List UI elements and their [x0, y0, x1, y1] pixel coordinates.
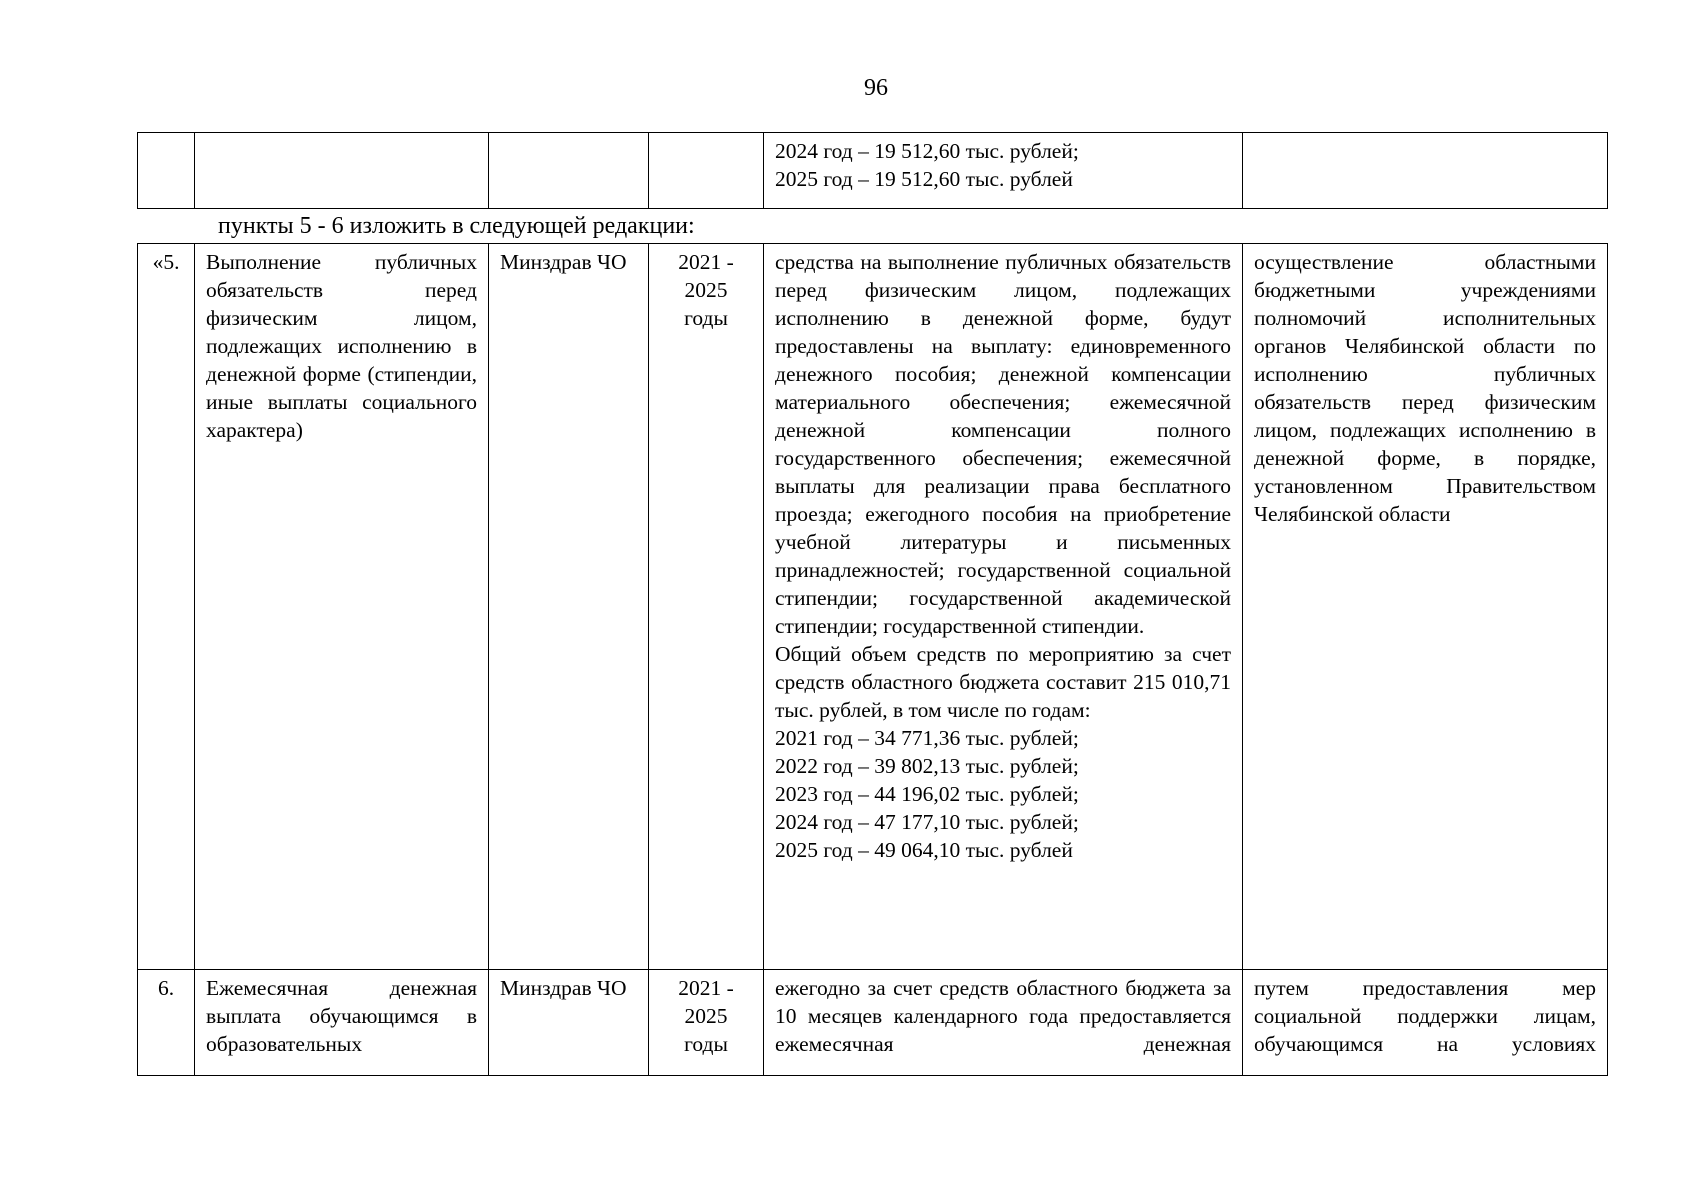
funding-line: 2024 год – 19 512,60 тыс. рублей;	[775, 139, 1079, 163]
table-row	[138, 970, 1608, 1076]
measures-table	[137, 243, 1608, 1076]
cell-period: 2021 - 2025 годы	[649, 970, 764, 1076]
table-row	[138, 244, 1608, 970]
cell-num: «5.	[138, 244, 195, 970]
cell-executor: Минздрав ЧО	[489, 970, 649, 1076]
amendment-intro: пункты 5 - 6 изложить в следующей редакции:	[218, 213, 695, 239]
cell-name	[195, 133, 489, 209]
funding-year-line: 2024 год – 47 177,10 тыс. рублей;	[775, 810, 1079, 834]
funding-total: Общий объем средств по мероприятию за счет средств областного бюджета составит 215 010,71 тыс. рублей, в том числе по годам:	[775, 642, 1231, 722]
continuation-table	[137, 132, 1608, 209]
page-number: 96	[864, 75, 888, 101]
cell-name: Выполнение публичных обязательств перед физическим лицом, подлежащих исполнению в денежной форме (стипендии, иные выплаты социального характера)	[195, 244, 489, 970]
cell-funding: ежегодно за счет средств областного бюджета за 10 месяцев календарного года предоставляется ежемесячная денежная	[764, 970, 1243, 1076]
cell-result: осуществление областными бюджетными учреждениями полномочий исполнительных органов Челябинской области по исполнению публичных обязательств перед физическим лицом, подлежащих исполнению в денежной форме, в порядке, установленном Правительством Челябинской области	[1243, 244, 1608, 970]
cell-num: 6.	[138, 970, 195, 1076]
cell-name: Ежемесячная денежная выплата обучающимся в образовательных	[195, 970, 489, 1076]
cell-num	[138, 133, 195, 209]
cell-result	[1243, 133, 1608, 209]
cell-funding	[764, 244, 1243, 970]
funding-year-line: 2021 год – 34 771,36 тыс. рублей;	[775, 726, 1079, 750]
funding-description: средства на выполнение публичных обязательств перед физическим лицом, подлежащих исполнению в денежной форме, будут предоставлены на выплату: единовременного денежного пособия; денежной компенсации материального обеспечения; ежемесячной денежной компенсации полного государственного обеспечения; ежемесячной выплаты для реализации права бесплатного проезда; ежегодного пособия на приобретение учебной литературы и письменных принадлежностей; государственной социальной стипендии; государственной академической стипендии; государственной стипендии.	[775, 250, 1231, 638]
cell-period: 2021 - 2025 годы	[649, 244, 764, 970]
cell-executor	[489, 133, 649, 209]
table-row	[138, 133, 1608, 209]
cell-period	[649, 133, 764, 209]
cell-funding	[764, 133, 1243, 209]
funding-year-line: 2023 год – 44 196,02 тыс. рублей;	[775, 782, 1079, 806]
funding-year-line: 2025 год – 49 064,10 тыс. рублей	[775, 838, 1073, 862]
funding-line: 2025 год – 19 512,60 тыс. рублей	[775, 167, 1073, 191]
cell-result: путем предоставления мер социальной поддержки лицам, обучающимся на условиях	[1243, 970, 1608, 1076]
funding-year-line: 2022 год – 39 802,13 тыс. рублей;	[775, 754, 1079, 778]
cell-executor: Минздрав ЧО	[489, 244, 649, 970]
